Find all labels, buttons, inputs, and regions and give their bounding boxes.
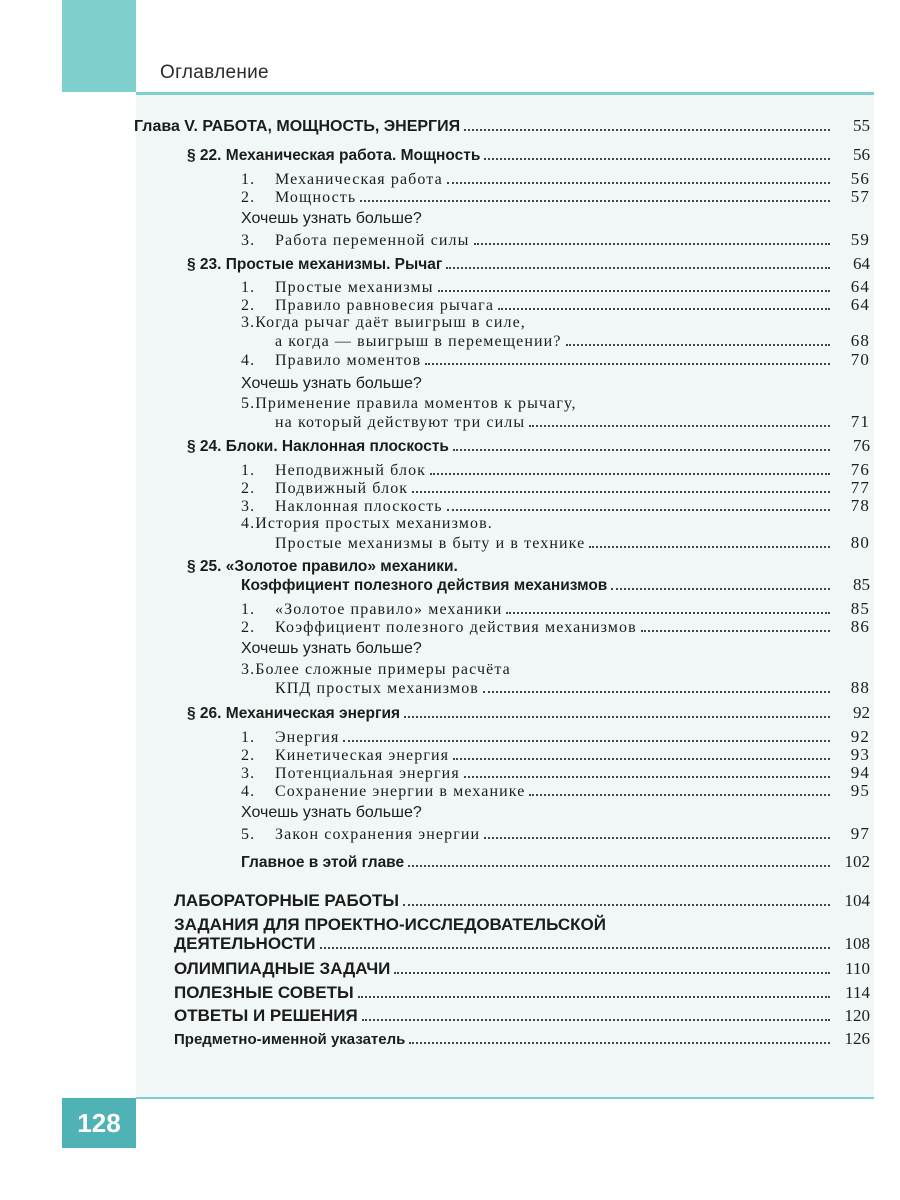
toc-entry-title: на который действуют три силы: [275, 414, 526, 431]
toc-item-25-1[interactable]: [241, 599, 870, 619]
toc-entry-page: 76: [850, 460, 870, 479]
toc-entry-page: 126: [844, 1029, 870, 1048]
toc-item-24-4[interactable]: [275, 533, 870, 553]
dot-leader: [453, 436, 830, 451]
toc-entry-title: Сохранение энергии в механике: [275, 783, 526, 800]
toc-entry-page: 85: [850, 599, 870, 618]
item-number: 5.: [241, 395, 256, 412]
toc-entry-title: Применение правила моментов к рычагу,: [255, 395, 577, 412]
toc-item-23-1[interactable]: [241, 277, 870, 297]
toc-item-25-2[interactable]: [241, 617, 870, 637]
toc-entry-title: Неподвижный блок: [275, 462, 427, 479]
toc-entry-title: § 24. Блоки. Наклонная плоскость: [187, 438, 449, 455]
item-number: 3.: [241, 498, 256, 515]
toc-entry-page: 71: [850, 412, 870, 431]
toc-item-23-5[interactable]: [275, 412, 870, 432]
toc-item-26-3[interactable]: [241, 763, 870, 783]
toc-entry-page: 64: [850, 277, 870, 296]
toc-item-25-3[interactable]: [275, 678, 870, 698]
dot-leader: [438, 277, 830, 292]
page-number: 128: [77, 1107, 121, 1138]
toc-entry-page: 97: [850, 824, 870, 843]
toc-entry-page: 68: [850, 331, 870, 350]
dot-leader: [320, 934, 831, 949]
item-number: 1.: [241, 601, 256, 618]
toc-olympiad[interactable]: [174, 959, 870, 979]
toc-projects-line1[interactable]: ЗАДАНИЯ ДЛЯ ПРОЕКТНО-ИССЛЕДОВАТЕЛЬСКОЙ: [174, 915, 606, 934]
toc-entry-page: 77: [850, 478, 870, 497]
toc-section-25[interactable]: [241, 575, 870, 595]
dot-leader: [464, 763, 830, 778]
toc-item-23-2[interactable]: [241, 295, 870, 315]
toc-entry-title: ЛАБОРАТОРНЫЕ РАБОТЫ: [174, 891, 400, 910]
toc-entry-title: Простые механизмы в быту и в технике: [275, 535, 586, 552]
toc-entry-page: 120: [844, 1006, 870, 1025]
toc-item-24-1[interactable]: [241, 460, 870, 480]
item-number: 2.: [241, 297, 256, 314]
toc-entry-title: Работа переменной силы: [275, 232, 470, 249]
dot-leader: [529, 781, 830, 796]
toc-entry-title: История простых механизмов.: [255, 515, 493, 532]
item-number: 3.: [241, 661, 256, 678]
toc-item-26-2[interactable]: [241, 745, 870, 765]
toc-entry-title: «Золотое правило» механики: [275, 601, 503, 618]
dot-leader: [447, 169, 830, 184]
toc-labs[interactable]: [174, 891, 870, 911]
toc-item-24-2[interactable]: [241, 478, 870, 498]
dot-leader: [464, 116, 830, 131]
toc-entry-page: 104: [844, 891, 870, 910]
dot-leader: [483, 678, 830, 693]
toc-projects[interactable]: [174, 934, 870, 954]
dot-leader: [343, 727, 830, 742]
dot-leader: [446, 254, 830, 269]
toc-entry-page: 70: [850, 350, 870, 369]
toc-entry-page: 108: [844, 934, 870, 953]
dot-leader: [425, 350, 830, 365]
toc-entry-title: Когда рычаг даёт выигрыш в силе,: [255, 314, 526, 331]
item-number: 2.: [241, 480, 256, 497]
dot-leader: [498, 295, 830, 310]
toc-entry-page: 92: [850, 727, 870, 746]
toc-section-25-line1[interactable]: § 25. «Золотое правило» механики.: [187, 558, 458, 575]
toc-entry-page: 64: [853, 254, 870, 273]
toc-entry-title: ОЛИМПИАДНЫЕ ЗАДАЧИ: [174, 959, 391, 978]
toc-answers[interactable]: [174, 1006, 870, 1026]
dot-leader: [360, 187, 830, 202]
toc-entry-title: § 26. Механическая энергия: [187, 705, 401, 722]
toc-entry-page: 85: [853, 575, 870, 594]
toc-entry-page: 76: [853, 436, 870, 455]
dot-leader: [403, 891, 830, 906]
dot-leader: [484, 824, 830, 839]
toc-entry-title: Кинетическая энергия: [275, 747, 450, 764]
toc-entry-title: КПД простых механизмов: [275, 680, 479, 697]
toc-entry-page: 56: [850, 169, 870, 188]
item-number: 5.: [241, 826, 256, 843]
toc-entry-page: 95: [850, 781, 870, 800]
item-number: 4.: [241, 515, 256, 532]
toc-item-26-4[interactable]: [241, 781, 870, 801]
toc-entry-page: 92: [853, 703, 870, 722]
toc-entry-page: 59: [850, 230, 870, 249]
toc-item-25-3-line1[interactable]: [241, 660, 511, 680]
toc-entry-title: Правило моментов: [275, 352, 422, 369]
item-number: 1.: [241, 462, 256, 479]
dot-leader: [589, 533, 830, 548]
dot-leader: [641, 617, 830, 632]
toc-entry-title: Предметно-именной указатель: [174, 1031, 406, 1048]
toc-entry-page: 56: [853, 145, 870, 164]
dot-leader: [611, 575, 830, 590]
item-number: 4.: [241, 352, 256, 369]
item-number: 3.: [241, 765, 256, 782]
toc-entry-title: Главное в этой главе: [241, 854, 405, 871]
toc-entry-title: Мощность: [275, 189, 357, 206]
page-title: Оглавление: [160, 62, 269, 83]
toc-section-22[interactable]: [187, 145, 870, 165]
toc-entry-title: Закон сохранения энергии: [275, 826, 481, 843]
toc-entry-title: Механическая работа: [275, 171, 443, 188]
dot-leader: [430, 460, 830, 475]
toc-entry-title: § 22. Механическая работа. Мощность: [187, 147, 481, 164]
item-number: 3.: [241, 232, 256, 249]
item-number: 2.: [241, 747, 256, 764]
toc-item-24-4-line1[interactable]: [241, 514, 493, 534]
toc-entry-title: Правило равновесия рычага: [275, 297, 495, 314]
toc-entry-page: 80: [850, 533, 870, 552]
toc-item-23-3-line1[interactable]: [241, 313, 526, 333]
toc-entry-page: 94: [850, 763, 870, 782]
toc-index[interactable]: [174, 1029, 870, 1049]
dot-leader: [408, 852, 830, 867]
item-number: 1.: [241, 279, 256, 296]
more-label: Хочешь узнать больше?: [241, 804, 422, 821]
item-number: 2.: [241, 189, 256, 206]
toc-entry-title: ПОЛЕЗНЫЕ СОВЕТЫ: [174, 983, 354, 1002]
toc-entry-title: Наклонная плоскость: [275, 498, 443, 515]
toc-section-23[interactable]: [187, 254, 870, 274]
item-number: 3.: [241, 314, 256, 331]
toc-tips[interactable]: [174, 983, 870, 1003]
toc-entry-title: а когда — выигрыш в перемещении?: [275, 333, 562, 350]
toc-section-26[interactable]: [187, 703, 870, 723]
toc-entry-page: 57: [850, 187, 870, 206]
toc-entry-title: Коэффициент полезного действия механизмов: [241, 577, 608, 594]
dot-leader: [447, 496, 830, 511]
toc-entry-title: Глава V. РАБОТА, МОЩНОСТЬ, ЭНЕРГИЯ: [134, 118, 461, 135]
toc-entry-page: 88: [850, 678, 870, 697]
toc-chapter-5[interactable]: [134, 116, 870, 136]
more-label: Хочешь узнать больше?: [241, 210, 422, 227]
toc-item-26-5[interactable]: [241, 824, 870, 844]
toc-entry-title: ДЕЯТЕЛЬНОСТИ: [174, 934, 316, 953]
dot-leader: [453, 745, 830, 760]
item-number: 1.: [241, 171, 256, 188]
toc-entry-title: Потенциальная энергия: [275, 765, 460, 782]
toc-entry-title: § 23. Простые механизмы. Рычаг: [187, 256, 443, 273]
dot-leader: [409, 1029, 830, 1044]
item-number: 4.: [241, 783, 256, 800]
toc-item-23-5-line1[interactable]: [241, 394, 577, 414]
toc-entry-page: 110: [845, 959, 870, 978]
toc-entry-title: ОТВЕТЫ И РЕШЕНИЯ: [174, 1006, 358, 1025]
toc-entry-title: Энергия: [275, 729, 340, 746]
dot-leader: [484, 145, 830, 160]
toc-item-22-3[interactable]: [241, 230, 870, 250]
dot-leader: [358, 983, 830, 998]
dot-leader: [362, 1006, 830, 1021]
toc-item-22-1[interactable]: [241, 169, 870, 189]
dot-leader: [529, 412, 830, 427]
toc-item-23-3[interactable]: [275, 331, 870, 351]
toc-entry-page: 93: [850, 745, 870, 764]
toc-entry-page: 102: [844, 852, 870, 871]
toc-entry-title: Подвижный блок: [275, 480, 409, 497]
item-number: 2.: [241, 619, 256, 636]
toc-item-22-2[interactable]: [241, 187, 870, 207]
dot-leader: [474, 230, 831, 245]
toc-entry-page: 64: [850, 295, 870, 314]
dot-leader: [412, 478, 830, 493]
item-number: 1.: [241, 729, 256, 746]
toc-entry-title: Простые механизмы: [275, 279, 434, 296]
toc-chapter-summary[interactable]: [241, 852, 870, 872]
toc-section-24[interactable]: [187, 436, 870, 456]
toc-entry-page: 86: [850, 617, 870, 636]
more-label: Хочешь узнать больше?: [241, 640, 422, 657]
toc-entry-page: 114: [845, 983, 870, 1002]
dot-leader: [394, 959, 830, 974]
more-label: Хочешь узнать больше?: [241, 375, 422, 392]
dot-leader: [566, 331, 830, 346]
dot-leader: [404, 703, 830, 718]
toc-entry-page: 78: [850, 496, 870, 515]
toc-item-23-4[interactable]: [241, 350, 870, 370]
toc-entry-title: Более сложные примеры расчёта: [255, 661, 511, 678]
toc-item-24-3[interactable]: [241, 496, 870, 516]
toc-entry-page: 55: [853, 116, 870, 135]
toc-entry-title: Коэффициент полезного действия механизмов: [275, 619, 637, 636]
dot-leader: [506, 599, 830, 614]
toc-item-26-1[interactable]: [241, 727, 870, 747]
